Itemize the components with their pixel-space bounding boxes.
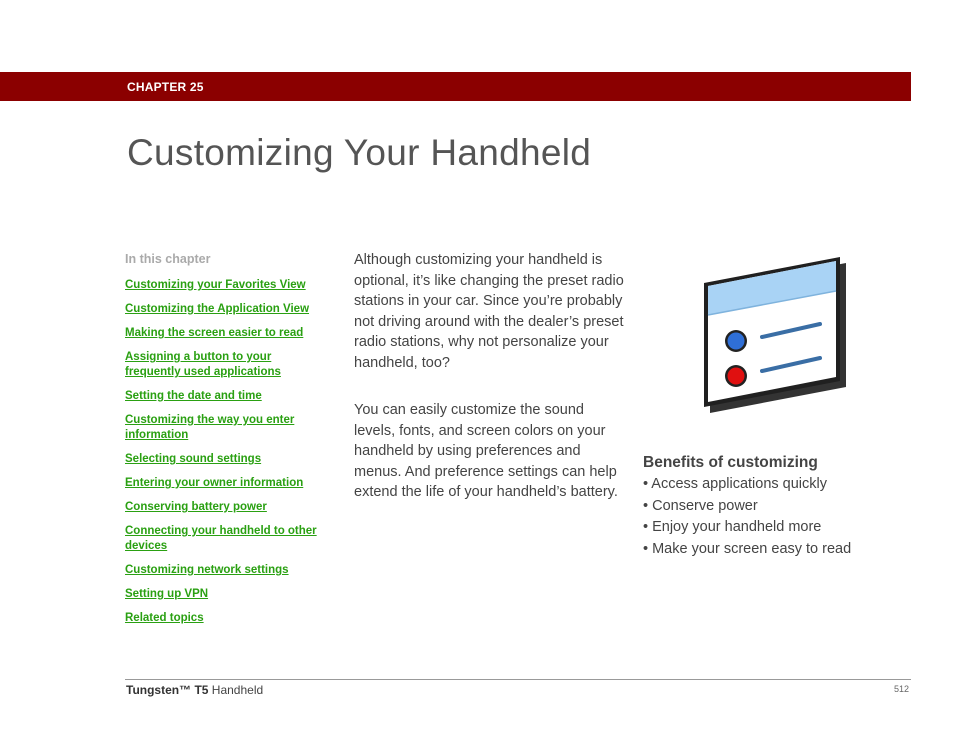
toc-link-enter-information[interactable]: Customizing the way you enter information — [125, 414, 295, 441]
toc-heading: In this chapter — [125, 252, 211, 266]
intro-paragraph-2: You can easily customize the sound levels, fonts, and screen colors on your handheld by using preferences and menus. And preference settings can help extend the life of your handheld’s battery. — [354, 402, 618, 500]
benefit-item: • Conserve power — [643, 497, 758, 514]
toc-link-date-time[interactable]: Setting the date and time — [125, 390, 262, 402]
toc-link-favorites-view[interactable]: Customizing your Favorites View — [125, 279, 306, 291]
toc-link-other-devices[interactable]: Connecting your handheld to other devices — [125, 525, 317, 552]
page-number: 512 — [894, 684, 910, 694]
benefit-item: • Enjoy your handheld more — [643, 519, 822, 535]
toc-link-assign-button[interactable]: Assigning a button to your frequently used applications — [125, 351, 281, 378]
chapter-label: CHAPTER 25 — [127, 80, 204, 94]
preferences-window-icon — [700, 255, 852, 415]
page-title: Customizing Your Handheld — [127, 132, 592, 173]
toc-link-vpn[interactable]: Setting up VPN — [125, 588, 209, 600]
toc-link-sound-settings[interactable]: Selecting sound settings — [125, 453, 262, 465]
benefits-heading: Benefits of customizing — [643, 454, 818, 471]
chapter-bar — [0, 72, 911, 101]
toc-link-related-topics[interactable]: Related topics — [125, 612, 204, 624]
toc-link-network-settings[interactable]: Customizing network settings — [125, 564, 289, 576]
toc-link-application-view[interactable]: Customizing the Application View — [125, 303, 310, 315]
footer-product-rest: Handheld — [208, 683, 264, 697]
toc-link-screen-easier[interactable]: Making the screen easier to read — [125, 327, 304, 339]
footer-product-bold: Tungsten™ T5 — [126, 683, 209, 697]
intro-text — [354, 250, 624, 530]
benefits-list — [643, 474, 913, 560]
toc-link-battery-power[interactable]: Conserving battery power — [125, 501, 267, 513]
footer-product-name — [126, 683, 263, 697]
benefit-item: • Make your screen easy to read — [643, 540, 852, 557]
chapter-toc — [125, 252, 325, 635]
benefits-box — [643, 454, 913, 560]
benefit-item: • Access applications quickly — [643, 476, 827, 492]
footer-divider — [125, 679, 911, 680]
toc-link-owner-information[interactable]: Entering your owner information — [125, 477, 304, 489]
intro-paragraph-1: Although customizing your handheld is optional, it’s like changing the preset radio stations in your car. Since you’re probably not driving around with the dealer’s preset radio stations, why not personalize your handheld, too? — [354, 252, 624, 371]
